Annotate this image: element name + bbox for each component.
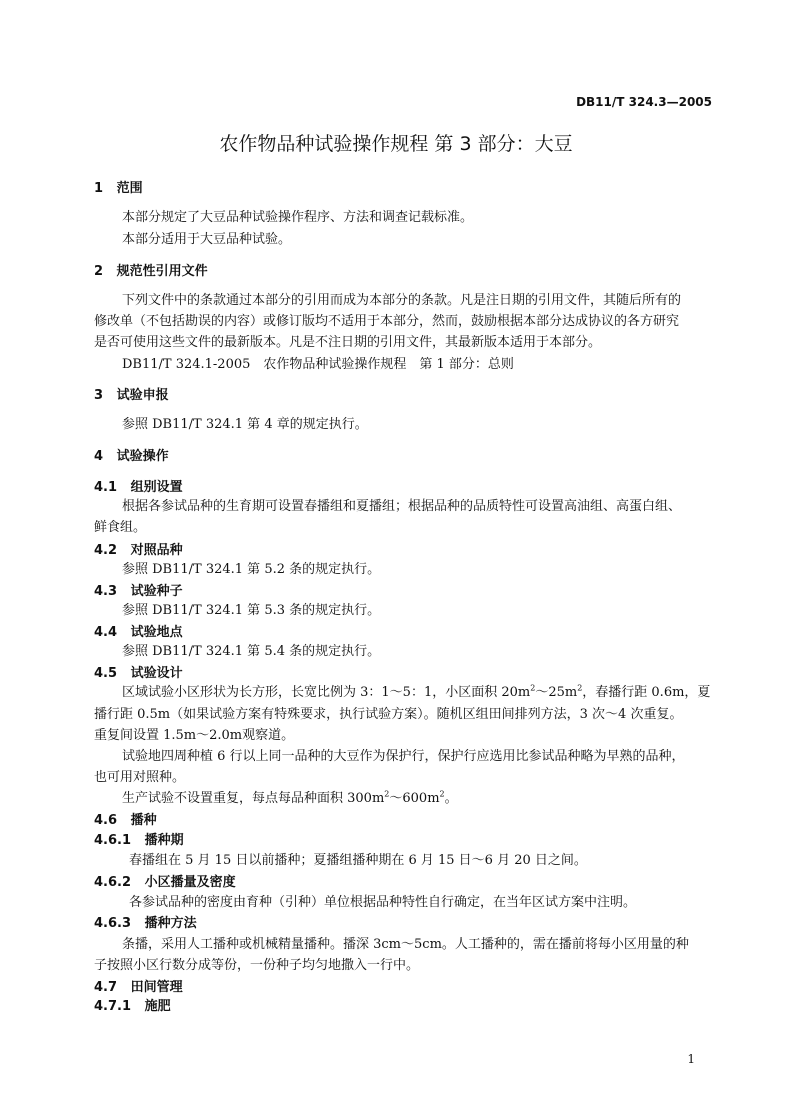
standard-number: DB11/T 324.3—2005 xyxy=(576,95,712,109)
section-title: 对照品种 xyxy=(130,543,183,558)
paragraph-continued: 鲜食组。 xyxy=(94,520,147,535)
paragraph-continued: 重复间设置 1.5m～2.0m观察道。 xyxy=(94,728,295,743)
paragraph-continued: 播行距 0.5m（如果试验方案有特殊要求，执行试验方案）。随机区组田间排列方法，3 次～4 次重复。 xyxy=(94,707,683,722)
paragraph: 参照 DB11/T 324.1 第 4 章的规定执行。 xyxy=(122,417,368,432)
subsection-4-6-1-heading xyxy=(94,829,184,848)
subsection-4-2-heading xyxy=(94,539,183,558)
superscript: 2 xyxy=(384,789,390,799)
section-1-heading xyxy=(94,177,143,196)
section-number: 4.6.2 xyxy=(94,875,132,890)
document-title: 农作物品种试验操作规程 第 3 部分：大豆 xyxy=(219,133,573,155)
paragraph: 本部分适用于大豆品种试验。 xyxy=(122,232,292,247)
subsection-4-4-heading xyxy=(94,621,183,640)
paragraph xyxy=(122,787,458,806)
paragraph-continued: 也可用对照种。 xyxy=(94,770,186,785)
section-title: 播种 xyxy=(130,813,157,828)
text-run: ～600m xyxy=(389,791,440,806)
section-title: 试验地点 xyxy=(130,625,183,640)
section-title: 试验申报 xyxy=(116,388,169,403)
paragraph: 各参试品种的密度由育种（引种）单位根据品种特性自行确定，在当年区试方案中注明。 xyxy=(129,895,637,910)
paragraph: 试验地四周种植 6 行以上同一品种的大豆作为保护行，保护行应选用比参试品种略为早熟的品种， xyxy=(122,749,685,764)
section-title: 施肥 xyxy=(144,999,171,1014)
paragraph: 参照 DB11/T 324.1 第 5.4 条的规定执行。 xyxy=(122,644,381,659)
subsection-4-7-1-heading xyxy=(94,995,171,1014)
section-number: 1 xyxy=(94,181,104,196)
section-title: 组别设置 xyxy=(130,480,183,495)
section-title: 田间管理 xyxy=(130,980,183,995)
paragraph: 下列文件中的条款通过本部分的引用而成为本部分的条款。凡是注日期的引用文件，其随后所有的 xyxy=(122,293,682,308)
section-number: 3 xyxy=(94,388,104,403)
superscript: 2 xyxy=(577,683,583,693)
text-run: ～25m xyxy=(535,685,578,700)
paragraph: 本部分规定了大豆品种试验操作程序、方法和调查记载标准。 xyxy=(122,210,474,225)
section-title: 播种期 xyxy=(144,833,184,848)
paragraph xyxy=(122,681,710,700)
section-number: 4 xyxy=(94,449,104,464)
text-run: 区域试验小区形状为长方形，长宽比例为 3：1～5：1，小区面积 20m xyxy=(122,685,531,700)
normative-reference: DB11/T 324.1-2005 农作物品种试验操作规程 第 1 部分：总则 xyxy=(122,357,514,372)
section-number: 2 xyxy=(94,264,104,279)
subsection-4-6-2-heading xyxy=(94,871,236,890)
section-number: 4.3 xyxy=(94,584,118,599)
paragraph-continued: 子按照小区行数分成等份，一份种子均匀地撒入一行中。 xyxy=(94,958,420,973)
text-run: ，春播行距 0.6m，夏 xyxy=(582,685,711,700)
section-title: 规范性引用文件 xyxy=(116,264,208,279)
paragraph: 根据各参试品种的生育期可设置春播组和夏播组；根据品种的品质特性可设置高油组、高蛋白组、 xyxy=(122,499,682,514)
paragraph: 参照 DB11/T 324.1 第 5.3 条的规定执行。 xyxy=(122,603,381,618)
subsection-4-5-heading xyxy=(94,662,183,681)
section-number: 4.2 xyxy=(94,543,118,558)
section-number: 4.4 xyxy=(94,625,118,640)
subsection-4-3-heading xyxy=(94,580,183,599)
text-run: 。 xyxy=(444,791,458,806)
text-run: 生产试验不设置重复，每点每品种面积 300m xyxy=(122,791,385,806)
section-number: 4.6 xyxy=(94,813,118,828)
section-number: 4.1 xyxy=(94,480,118,495)
section-number: 4.5 xyxy=(94,666,118,681)
superscript: 2 xyxy=(439,789,445,799)
subsection-4-6-3-heading xyxy=(94,912,197,931)
section-title: 小区播量及密度 xyxy=(144,875,236,890)
page-number: 1 xyxy=(687,1052,695,1066)
section-number: 4.7.1 xyxy=(94,999,132,1014)
section-number: 4.6.3 xyxy=(94,916,132,931)
superscript: 2 xyxy=(530,683,536,693)
subsection-4-7-heading xyxy=(94,976,183,995)
paragraph-continued: 是否可使用这些文件的最新版本。凡是不注日期的引用文件，其最新版本适用于本部分。 xyxy=(94,335,602,350)
section-title: 试验种子 xyxy=(130,584,183,599)
paragraph: 条播，采用人工播种或机械精量播种。播深 3cm～5cm。人工播种的，需在播前将每小区用量的种 xyxy=(122,937,689,952)
section-3-heading xyxy=(94,384,169,403)
paragraph-continued: 修改单（不包括勘误的内容）或修订版均不适用于本部分，然而，鼓励根据本部分达成协议的各方研究 xyxy=(94,314,680,329)
section-title: 播种方法 xyxy=(144,916,197,931)
section-number: 4.6.1 xyxy=(94,833,132,848)
section-2-heading xyxy=(94,260,208,279)
section-4-heading xyxy=(94,445,169,464)
section-number: 4.7 xyxy=(94,980,118,995)
section-title: 范围 xyxy=(116,181,143,196)
paragraph: 春播组在 5 月 15 日以前播种；夏播组播种期在 6 月 15 日～6 月 20 日之间。 xyxy=(129,853,587,868)
subsection-4-6-heading xyxy=(94,809,157,828)
section-title: 试验操作 xyxy=(116,449,169,464)
subsection-4-1-heading xyxy=(94,476,183,495)
section-title: 试验设计 xyxy=(130,666,183,681)
paragraph: 参照 DB11/T 324.1 第 5.2 条的规定执行。 xyxy=(122,562,381,577)
